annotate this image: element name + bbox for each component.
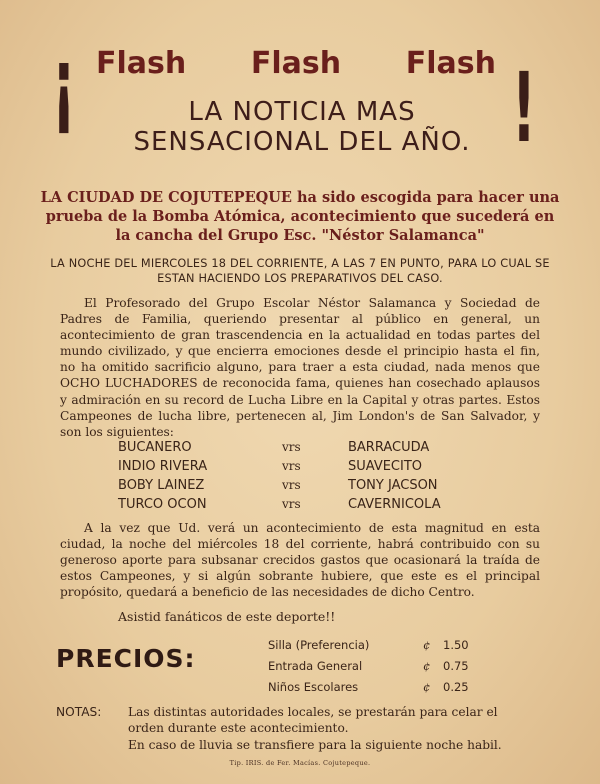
notes-section [56, 704, 536, 753]
flash-word: Flash [405, 46, 496, 81]
price-list [268, 634, 488, 697]
versus-label: vrs [282, 459, 301, 473]
ticket-type: Entrada General [268, 658, 363, 673]
wrestler-left: BOBY LAINEZ [118, 478, 205, 493]
currency-symbol: ¢ [423, 679, 431, 694]
date-notice: LA NOCHE DEL MIERCOLES 18 DEL CORRIENTE, A LAS 7 EN PUNTO, PARA LO CUAL SE ESTAN HACIENDO LOS PREPARATIVOS DEL CASO. [50, 257, 550, 286]
notes-line: Las distintas autoridades locales, se prestarán para celar el orden durante este acontecimiento. [128, 705, 498, 736]
notes-text [128, 704, 536, 753]
exclamation-mark: ! [511, 52, 536, 164]
wrestler-left: BUCANERO [118, 440, 192, 455]
notes-label: NOTAS: [56, 705, 102, 719]
match-row [118, 459, 518, 478]
versus-label: vrs [282, 497, 301, 511]
wrestler-right: SUAVECITO [348, 459, 423, 474]
ticket-price: 0.25 [443, 679, 469, 694]
wrestler-right: TONY JACSON [348, 478, 438, 493]
notes-line: En caso de lluvia se transfiere para la siguiente noche habil. [128, 737, 502, 752]
inverted-exclamation-mark: ! [51, 40, 76, 152]
wrestler-right: CAVERNICOLA [348, 497, 441, 512]
wrestler-left: INDIO RIVERA [118, 459, 208, 474]
currency-symbol: ¢ [423, 637, 431, 652]
contribution-paragraph: A la vez que Ud. verá un acontecimiento de esta magnitud en esta ciudad, la noche del miércoles 18 del corriente, habrá contribuido con su generoso aporte para subsanar crecidos gastos que ocasionará la traída de estos Campeones, y si algún sobrante hubiere, que este es el principal propósito, quedará a beneficio de las necesidades de dicho Centro. [60, 521, 540, 600]
currency-symbol: ¢ [423, 658, 431, 673]
versus-label: vrs [282, 440, 301, 454]
ticket-price: 0.75 [443, 658, 469, 673]
wrestler-right: BARRACUDA [348, 440, 430, 455]
match-list [118, 440, 518, 516]
wrestler-left: TURCO OCON [118, 497, 207, 512]
prices-heading: PRECIOS: [56, 644, 196, 673]
match-row [118, 478, 518, 497]
ticket-type: Niños Escolares [268, 679, 359, 694]
flash-banner [96, 46, 496, 81]
headline-line-1: LA NOTICIA MAS [188, 97, 416, 127]
match-row [118, 440, 518, 459]
call-to-fans: Asistid fanáticos de este deporte!! [118, 609, 336, 624]
intro-paragraph: El Profesorado del Grupo Escolar Néstor Salamanca y Sociedad de Padres de Familia, queriendo presentar al público en general, un acontecimiento de gran trascendencia en la actualidad en todas partes del mundo civilizado, y que encierra emociones desde el principio hasta el fin, no ha omitido sacrificio alguno, para traer a esta ciudad, nada menos que OCHO LUCHADORES de reconocida fama, quienes han cosechado aplausos y admiración en su record de Lucha Libre en la Capital y otras partes. Estos Campeones de lucha libre, pertenecen al, Jim London's de San Salvador, y son los siguientes: [60, 296, 540, 439]
lead-announcement: LA CIUDAD DE COJUTEPEQUE ha sido escogida para hacer una prueba de la Bomba Atómica, acontecimiento que sucederá en la cancha del Grupo Esc. "Néstor Salamanca" [40, 189, 560, 245]
printer-credit: Tip. IRIS. de Fer. Macías. Cojutepeque. [229, 759, 371, 767]
flash-word: Flash [96, 46, 187, 81]
versus-label: vrs [282, 478, 301, 492]
price-row [268, 676, 488, 697]
headline-line-2: SENSACIONAL DEL AÑO. [133, 127, 471, 157]
match-row [118, 497, 518, 516]
ticket-type: Silla (Preferencia) [268, 637, 370, 652]
flash-word: Flash [250, 46, 342, 81]
price-row [268, 634, 488, 655]
ticket-price: 1.50 [443, 637, 469, 652]
price-row [268, 655, 488, 676]
